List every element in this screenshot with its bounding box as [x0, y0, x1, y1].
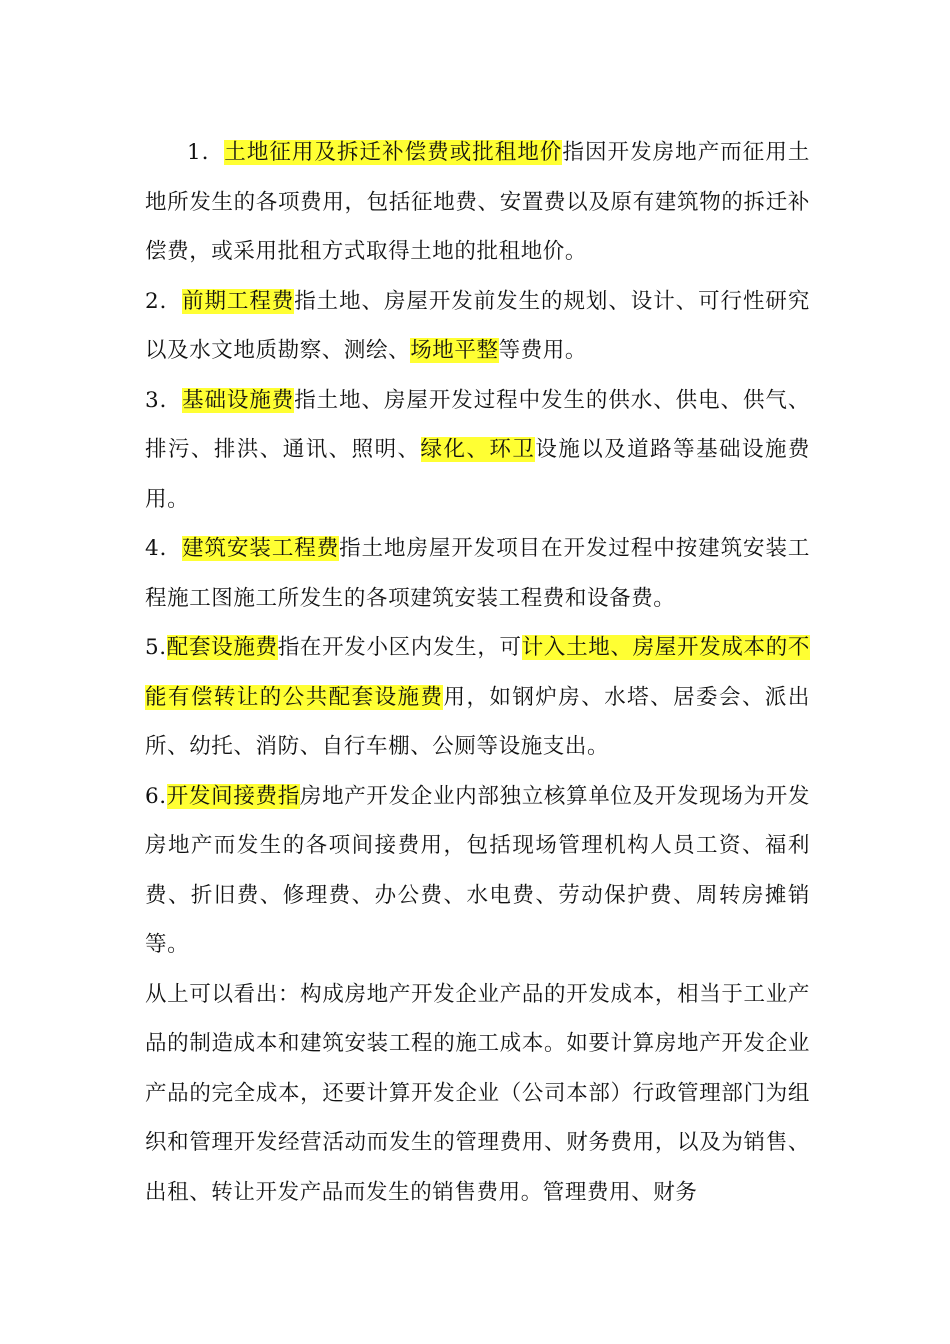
paragraph-preliminary-engineering — [145, 277, 810, 376]
paragraph-summary — [145, 970, 810, 1218]
highlighted-term: 基础设施费 — [182, 387, 295, 413]
highlighted-term: 建筑安装工程费 — [182, 536, 340, 561]
paragraph-text: 房地产开发企业内部独立核算单位及开发现场为开发房地产而发生的各项间接费用，包括现场管理机构人员工资、福利费、折旧费、修理费、办公费、水电费、劳动保护费、周转房摊销等。 — [145, 783, 810, 957]
paragraph-construction-installation — [145, 524, 810, 623]
paragraph-text: 指土地房屋开发项目在开发过程中按建筑安装工程施工图施工所发生的各项建筑安装工程费和设备费。 — [145, 536, 810, 611]
paragraph-text: 用，如钢炉房、水塔、居委会、派出所、幼托、消防、自行车棚、公厕等设施支出。 — [145, 684, 810, 759]
paragraph-text: 指因开发房地产而征用土地所发生的各项费用，包括征地费、安置费以及原有建筑物的拆迁补偿费，或采用批租方式取得土地的批租地价。 — [145, 140, 810, 264]
highlighted-term: 计入土地、房屋开发成本的不能有偿转让的公共配套设施费 — [145, 635, 810, 710]
paragraph-text: 从上可以看出：构成房地产开发企业产品的开发成本，相当于工业产品的制造成本和建筑安装工程的施工成本。如要计算房地产开发企业产品的完全成本，还要计算开发企业（公司本部）行政管理部门为组织和管理开发经营活动而发生的管理费用、财务费用，以及为销售、出租、转让开发产品而发生的销售费用。管理费用、财务 — [145, 981, 810, 1205]
item-number: 5. — [145, 635, 167, 660]
highlighted-term: 前期工程费 — [182, 288, 295, 314]
highlighted-term: 配套设施费 — [166, 635, 278, 660]
paragraph-text: 指土地、房屋开发过程中发生的供水、供电、供气、排污、排洪、通讯、照明、 — [145, 387, 810, 462]
highlighted-term: 土地征用及拆迁补偿费或批租地价 — [224, 140, 563, 165]
paragraph-text: 设施以及道路等基础设施费用。 — [145, 437, 811, 512]
highlighted-term: 开发间接费指 — [166, 783, 300, 809]
highlighted-term: 绿化、环卫 — [420, 437, 536, 462]
highlighted-term: 场地平整 — [410, 338, 499, 363]
paragraph-text: 指土地、房屋开发前发生的规划、设计、可行性研究以及水文地质勘察、测绘、 — [145, 288, 810, 363]
paragraph-supporting-facilities — [145, 623, 810, 772]
item-number: 3． — [145, 387, 183, 413]
paragraph-infrastructure — [145, 376, 810, 525]
paragraph-text: 指在开发小区内发生，可 — [277, 635, 522, 660]
document-page — [145, 128, 810, 1217]
paragraph-land-cost — [145, 128, 810, 277]
item-number: 6. — [145, 783, 167, 809]
item-number: 2． — [145, 288, 183, 314]
paragraph-indirect-costs — [145, 772, 810, 970]
item-number: 4． — [145, 536, 183, 561]
item-number: 1． — [187, 140, 225, 165]
paragraph-text: 等费用。 — [498, 338, 588, 363]
